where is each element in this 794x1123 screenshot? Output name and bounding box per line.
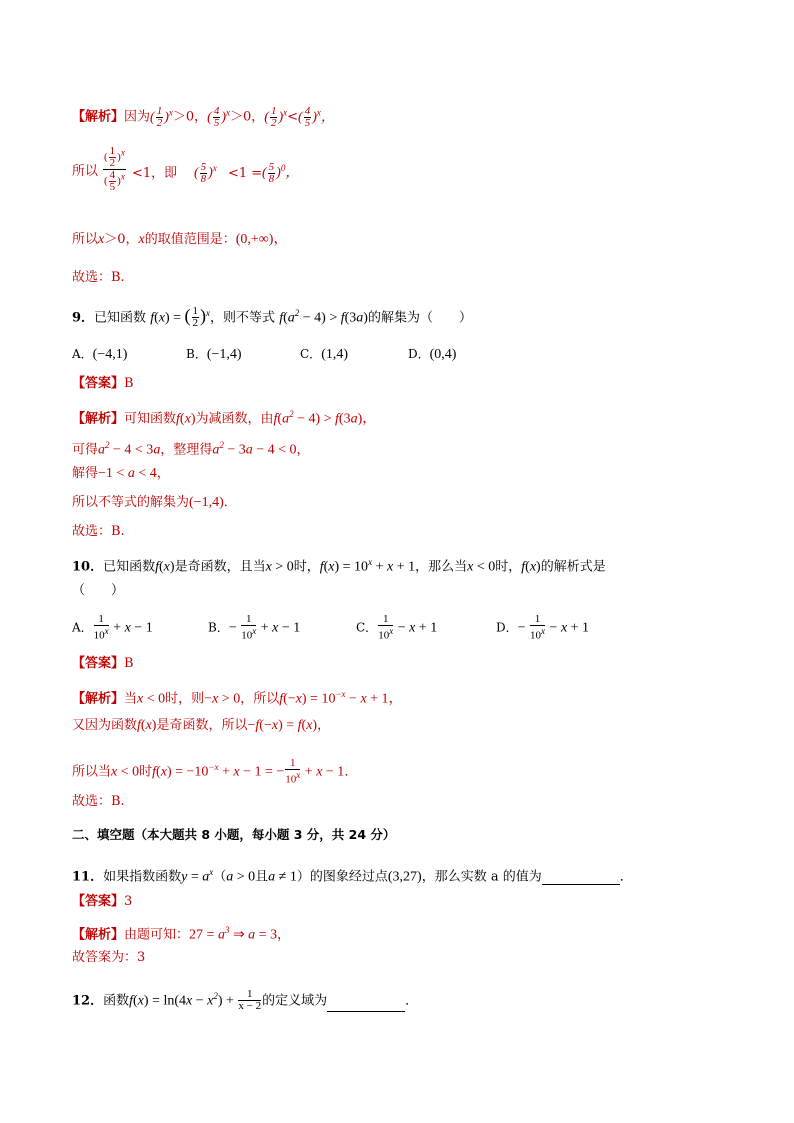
q10-analysis-line3: 所以当x < 0时$f(x) = -10^{-x} + x - 1$ = − $\frac{1}{10^x}$ + x − 1． (72, 757, 358, 786)
q10-choose: 故选：B. (72, 794, 125, 809)
compound-fraction: ( $\frac{1}{2}$ )$^x$ ( $\frac{4}{5}$ )$^x$ (104, 145, 125, 193)
q8-analysis-line3: 所以x＞0，x的取值范围是：(0,+∞)， (72, 232, 288, 247)
q9-analysis-line4: 所以不等式的解集为(−1,4)． (72, 495, 237, 510)
q9-choose: 故选：B. (72, 524, 125, 539)
q10-stem: 10．已知函数f(x)是奇函数，且当x > 0时，$f(x) = 10^x + x + 1$，那么当x < 0时，f(x)的解析式是 (72, 557, 606, 575)
q10-option-c: C． $\frac{1}{10^x}$ − x + 1 (356, 613, 438, 642)
q10-stem-paren: （ ） (72, 583, 125, 598)
q9-stem: 9．已知函数 f(x) = ( $\frac{1}{2}$ )$^x$，则不等式 $f(a^2 - 4) > f(3a)$的解集为（ ） (72, 305, 472, 330)
q10-analysis-line1: 【解析】当x < 0时，则−x > 0，所以$f(-x) = 10^{-x} - x + 1$， (72, 689, 403, 707)
q8-choose: 故选：B. (72, 270, 125, 285)
q8-analysis-line1: 【解析】因为( $\frac{1}{2}$ )$^x$＞0，( $\frac{4}{5}$ )$^x$＞0，( $\frac{1}{2}$ )$^x$<( $\frac{4}{5}$ )$^x$， (72, 104, 335, 129)
q12-answer-blank[interactable] (327, 1011, 405, 1012)
q12-stem: 12．函数$f(x) = \ln(4x - x^2)$ + $\frac{1}{x - 2}$ 的定义域为 ． (72, 988, 419, 1013)
q9-answer: 【答案】B (72, 376, 134, 391)
q11-stem: 11．如果指数函数$y = a^x(a > 0$且a ≠ 1）的图象经过点(3,27)，那么实数 a 的值为 ． (72, 867, 633, 885)
q9-analysis-line1: 【解析】可知函数f(x)为减函数，由$f(a^2 - 4) > f(3a)$， (72, 409, 377, 427)
q9-option-a: A．(−4,1) (72, 347, 128, 362)
q10-option-b: B．− $\frac{1}{10^x}$ + x − 1 (208, 613, 301, 642)
q9-option-b: B．(−1,4) (186, 347, 242, 362)
section-title: 二、填空题（本大题共 8 小题，每小题 3 分，共 24 分） (72, 827, 396, 842)
analysis-tag: 【解析】 (72, 109, 125, 125)
q10-option-a: A． $\frac{1}{10^x}$ + x − 1 (72, 613, 153, 642)
q9-analysis-line3: 解得−1 < a < 4， (72, 466, 170, 481)
q9-option-d: D．(0,4) (408, 347, 457, 362)
q11-answer-blank[interactable] (542, 884, 620, 885)
q11-final: 故答案为：3 (72, 950, 146, 965)
q10-analysis-line2: 又因为函数f(x)是奇函数，所以−f(−x) = f(x)， (72, 718, 331, 733)
q9-option-c: C．(1,4) (300, 347, 349, 362)
q11-answer: 【答案】3 (72, 894, 133, 909)
q8-analysis-line2: 所以 ( $\frac{1}{2}$ )$^x$ ( $\frac{4}{5}$ )$^x$ <1，即 ( $\frac{5}{8}$ )$^x$ <1 = ( $\frac{5}{8}$ )$^0$， (72, 145, 300, 193)
q10-answer: 【答案】B (72, 656, 134, 671)
q9-analysis-line2: 可得$a^2 - 4 < 3a$，整理得$a^2 - 3a - 4 < 0$， (72, 440, 310, 458)
q11-analysis: 【解析】由题可知：$27 = a^3$ ⇒ a = 3， (72, 925, 291, 943)
q10-option-d: D．− $\frac{1}{10^x}$ − x + 1 (496, 613, 590, 642)
